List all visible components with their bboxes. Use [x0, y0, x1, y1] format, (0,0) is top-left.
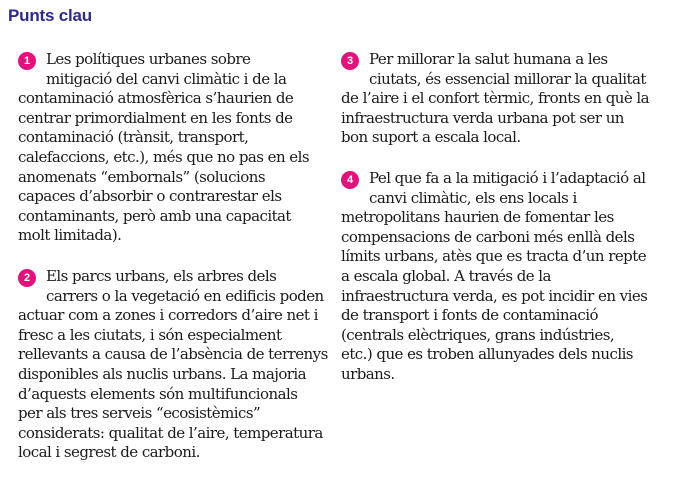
right-column	[341, 50, 659, 406]
point-line: de l’aire i el confort tèrmic, fronts en què la	[341, 89, 650, 108]
point-line: calefaccions, etc.), més que no pas en els	[18, 147, 310, 166]
key-point-4	[341, 169, 659, 385]
key-point-3	[341, 50, 659, 148]
point-line: molt limitada).	[18, 226, 122, 245]
section-title: Punts clau	[8, 6, 92, 25]
point-line: carrers o la vegetació en edificis poden	[46, 286, 324, 305]
point-line: límits urbans, atès que es tracta d’un repte	[341, 247, 647, 266]
number-badge-3: 3	[341, 52, 359, 70]
point-line: d’aquests elements són multifuncionals	[18, 384, 298, 403]
point-line: contaminants, però amb una capacitat	[18, 206, 291, 225]
point-line: fresc a les ciutats, i són especialment	[18, 325, 282, 344]
point-line: Pel que fa a la mitigació i l’adaptació al	[369, 168, 646, 187]
point-line: urbans.	[341, 364, 395, 383]
point-line: considerats: qualitat de l’aire, temperatura	[18, 423, 323, 442]
point-line: contaminació atmosfèrica s’haurien de	[18, 89, 294, 108]
key-point-1	[18, 50, 330, 246]
point-line: a escala global. A través de la	[341, 266, 551, 285]
point-line: anomenats “embornals” (solucions	[18, 167, 265, 186]
point-line: rellevants a causa de l’absència de terrenys	[18, 345, 328, 364]
point-line: contaminació (trànsit, transport,	[18, 128, 249, 147]
number-badge-2: 2	[18, 269, 36, 287]
point-line: capaces d’absorbir o contrarestar els	[18, 187, 282, 206]
point-line: bon suport a escala local.	[341, 128, 521, 147]
point-line: canvi climàtic, els ens locals i	[369, 188, 577, 207]
point-line: compensacions de carboni més enllà dels	[341, 227, 635, 246]
point-line: metropolitans haurien de fomentar les	[341, 208, 614, 227]
point-line: disponibles als nuclis urbans. La majoria	[18, 364, 307, 383]
number-badge-4: 4	[341, 171, 359, 189]
key-point-2	[18, 267, 330, 463]
point-line: actuar com a zones i corredors d’aire net i	[18, 306, 318, 325]
point-line: centrar primordialment en les fonts de	[18, 108, 293, 127]
point-line: ciutats, és essencial millorar la qualitat	[369, 69, 646, 88]
number-badge-1: 1	[18, 52, 36, 70]
point-line: infraestructura verda urbana pot ser un	[341, 108, 624, 127]
point-line: mitigació del canvi climàtic i de la	[46, 69, 287, 88]
point-line: per als tres serveis “ecosistèmics”	[18, 404, 261, 423]
point-line: Les polítiques urbanes sobre	[46, 50, 251, 68]
point-line: Per millorar la salut humana a les	[369, 50, 608, 68]
point-line: infraestructura verda, es pot incidir en vies	[341, 286, 648, 305]
point-line: (centrals elèctriques, grans indústries,	[341, 325, 615, 344]
point-line: de transport i fonts de contaminació	[341, 306, 599, 325]
point-line: local i segrest de carboni.	[18, 443, 200, 462]
point-line: etc.) que es troben allunyades dels nuclis	[341, 345, 633, 364]
point-line: Els parcs urbans, els arbres dels	[46, 266, 277, 285]
left-column	[18, 50, 330, 484]
